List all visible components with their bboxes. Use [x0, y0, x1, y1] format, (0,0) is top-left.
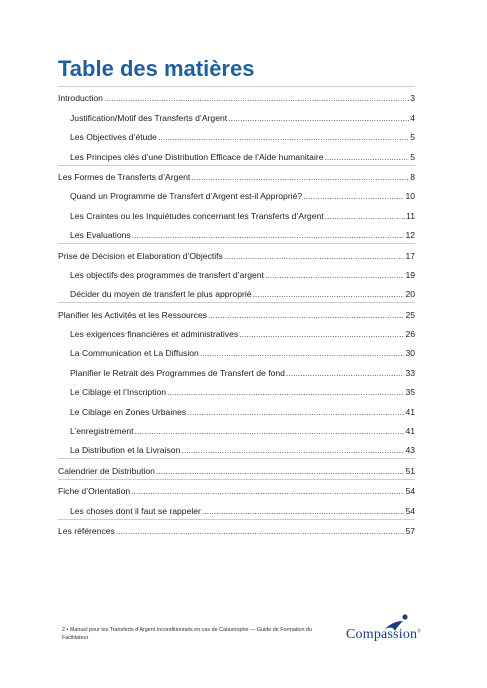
toc-entry[interactable]: [58, 479, 415, 499]
toc-entry[interactable]: [58, 439, 415, 458]
toc-entry[interactable]: [58, 458, 415, 478]
toc-entry[interactable]: [58, 283, 415, 302]
toc-entry-page: 41: [405, 406, 415, 417]
toc-entry-page: 3: [410, 93, 415, 104]
toc-entry-page: 51: [405, 465, 415, 476]
toc-entry[interactable]: [58, 302, 415, 322]
toc-leader-dots: [325, 211, 405, 221]
toc-leader-dots: [253, 289, 405, 299]
toc-entry-page: 17: [405, 250, 415, 261]
toc-entry-title: Les références: [58, 525, 115, 536]
toc-entry-title: L’enregistrement: [70, 426, 134, 437]
toc-leader-dots: [135, 426, 405, 436]
toc-entry[interactable]: [58, 264, 415, 283]
toc-entry[interactable]: [58, 145, 415, 164]
page-title: Table des matières: [58, 56, 255, 81]
toc-entry-page: 57: [405, 525, 415, 536]
toc-leader-dots: [181, 445, 404, 455]
toc-leader-dots: [191, 172, 409, 182]
toc-entry-title: Fiche d’Orientation: [58, 486, 131, 497]
toc-entry-page: 54: [405, 486, 415, 497]
toc-entry-title: Le Ciblage et l’Inscription: [70, 387, 167, 398]
toc-leader-dots: [104, 93, 409, 103]
toc-entry[interactable]: [58, 400, 415, 419]
toc-entry-title: Calendrier de Distribution: [58, 465, 155, 476]
logo-registered-mark: ®: [417, 629, 422, 635]
compassion-logo: [346, 627, 421, 643]
toc-entry[interactable]: [58, 204, 415, 223]
table-of-contents: [58, 86, 415, 539]
footer-text: Manuel pour les Transferts d’Argent Inconditionnels en cas de Catastrophe — Guide de Formation du Facilitateur: [62, 627, 313, 641]
toc-entry-title: Quand un Programme de Transfert d’Argent est-il Approprié?: [70, 191, 303, 202]
logo-text: Compassion: [346, 627, 418, 642]
toc-entry-title: Le Ciblage en Zones Urbaines: [70, 406, 187, 417]
toc-entry-title: Les objectifs des programmes de transfert d’argent: [70, 269, 264, 280]
toc-entry-page: 26: [405, 329, 415, 340]
toc-entry[interactable]: [58, 381, 415, 400]
toc-leader-dots: [132, 230, 405, 240]
toc-entry-title: Les exigences financières et administratives: [70, 329, 239, 340]
toc-entry-title: Les choses dont il faut se rappeler: [70, 505, 201, 516]
toc-entry-title: Les Evaluations: [70, 230, 131, 241]
toc-leader-dots: [167, 387, 404, 397]
toc-entry-title: Les Craintes ou les Inquiétudes concernant les Transferts d’Argent: [70, 210, 324, 221]
toc-leader-dots: [131, 486, 404, 496]
footer-bullet: •: [66, 627, 69, 633]
toc-leader-dots: [303, 191, 404, 201]
toc-leader-dots: [202, 506, 405, 516]
toc-entry-page: 25: [405, 309, 415, 320]
toc-leader-dots: [187, 407, 404, 417]
toc-leader-dots: [228, 113, 409, 123]
toc-entry-page: 12: [405, 230, 415, 241]
toc-entry-page: 5: [410, 132, 415, 143]
toc-entry[interactable]: [58, 420, 415, 439]
toc-entry[interactable]: [58, 224, 415, 243]
toc-entry-title: Les Principes clés d’une Distribution Efficace de l’Aide humanitaire: [70, 151, 324, 162]
toc-leader-dots: [200, 348, 405, 358]
toc-entry-title: Décider du moyen de transfert le plus approprié: [70, 289, 252, 300]
toc-entry-title: Introduction: [58, 93, 103, 104]
toc-entry[interactable]: [58, 499, 415, 518]
toc-entry-title: Prise de Décision et Elaboration d’Objectifs: [58, 250, 223, 261]
toc-leader-dots: [286, 368, 404, 378]
toc-entry-page: 8: [410, 171, 415, 182]
toc-leader-dots: [156, 466, 404, 476]
toc-entry-title: La Communication et La Diffusion: [70, 348, 199, 359]
toc-entry-page: 4: [410, 112, 415, 123]
toc-entry-page: 30: [405, 348, 415, 359]
page-footer: [62, 627, 322, 642]
toc-entry-title: La Distribution et la Livraison: [70, 445, 181, 456]
toc-entry-page: 11: [406, 210, 415, 221]
toc-entry-page: 10: [405, 191, 415, 202]
toc-entry-page: 33: [405, 367, 415, 378]
toc-leader-dots: [325, 152, 410, 162]
toc-entry-page: 5: [410, 151, 415, 162]
toc-leader-dots: [208, 310, 404, 320]
toc-leader-dots: [265, 270, 405, 280]
toc-entry[interactable]: [58, 86, 415, 106]
toc-leader-dots: [239, 329, 404, 339]
toc-entry-title: Planifier le Retrait des Programmes de Transfert de fond: [70, 367, 285, 378]
toc-leader-dots: [224, 251, 405, 261]
toc-entry[interactable]: [58, 126, 415, 145]
toc-entry[interactable]: [58, 243, 415, 263]
toc-entry[interactable]: [58, 519, 415, 539]
toc-entry-page: 54: [405, 505, 415, 516]
toc-entry-page: 19: [405, 269, 415, 280]
toc-entry[interactable]: [58, 165, 415, 185]
toc-entry[interactable]: [58, 323, 415, 342]
toc-leader-dots: [158, 132, 409, 142]
toc-entry[interactable]: [58, 106, 415, 125]
toc-entry-page: 20: [405, 289, 415, 300]
toc-entry-title: Justification/Motif des Transferts d’Argent: [70, 112, 228, 123]
toc-entry-page: 41: [405, 426, 415, 437]
toc-entry[interactable]: [58, 342, 415, 361]
toc-entry-page: 43: [405, 445, 415, 456]
toc-entry-page: 35: [405, 387, 415, 398]
toc-entry-title: Planifier les Activités et les Ressources: [58, 309, 208, 320]
toc-entry-title: Les Objectives d’étude: [70, 132, 157, 143]
footer-page-number: 2: [62, 627, 65, 633]
toc-entry-title: Les Formes de Transferts d’Argent: [58, 171, 191, 182]
toc-entry[interactable]: [58, 185, 415, 204]
toc-leader-dots: [116, 526, 405, 536]
toc-entry[interactable]: [58, 361, 415, 380]
